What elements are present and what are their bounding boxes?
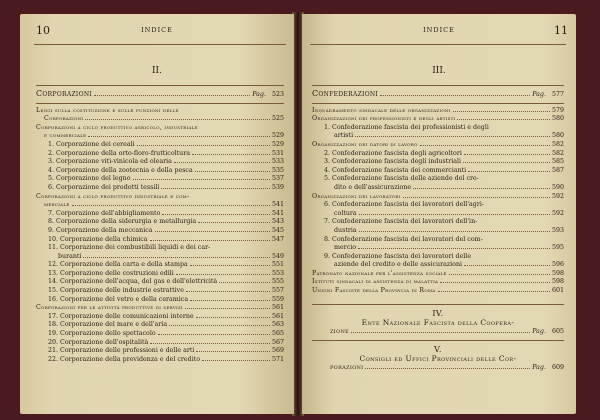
toc-entry-page: 529 [271, 132, 284, 140]
leader-dots [196, 351, 270, 352]
toc-entry [36, 253, 284, 262]
toc-entry [36, 115, 284, 124]
right-page-header [302, 24, 576, 40]
toc-entry-text: 18. Corporazione del mare e dell'aria [48, 321, 168, 329]
leader-dots [186, 291, 270, 292]
toc-entry-text: Patronato nazionale per l'assistenza sociale [312, 269, 447, 277]
leader-dots [155, 231, 270, 232]
left-page [20, 14, 294, 414]
toc-entry-text: 8. Corporazione della siderurgia e metallurgia [48, 218, 197, 226]
leader-dots [219, 282, 270, 283]
left-entries-list [36, 107, 284, 365]
toc-entry [312, 201, 564, 210]
toc-entry-page: 545 [271, 226, 284, 234]
toc-entry [312, 261, 564, 270]
toc-entry [36, 261, 284, 270]
toc-entry-page: 595 [551, 244, 564, 252]
leader-dots [413, 188, 550, 189]
leader-dots [202, 360, 270, 361]
toc-entry [312, 107, 564, 116]
leader-dots [150, 343, 270, 344]
leader-dots [403, 197, 550, 198]
toc-entry [312, 236, 564, 245]
toc-entry-text: 20. Corporazione dell'ospitalità [48, 338, 149, 346]
right-section-page: 577 [551, 91, 564, 98]
right-header-title: INDICE [423, 26, 455, 34]
right-roman-numeral: III. [432, 66, 446, 76]
toc-entry [36, 218, 284, 227]
section-v-title-line2: porazioni [330, 363, 364, 372]
toc-entry-text: 9. Corporazione della meccanica [48, 226, 153, 234]
toc-entry-text: Istituti sindacali di assistenza di malattia [312, 278, 439, 286]
toc-entry-text: 9. Confederazione fascista dei lavoratori delle [324, 252, 472, 260]
toc-entry [312, 287, 564, 296]
toc-entry [312, 210, 564, 219]
toc-entry-page: 547 [271, 235, 284, 243]
toc-entry-text: merciale [44, 201, 70, 209]
toc-entry-text: buranti [58, 252, 82, 260]
toc-entry-text: 11. Corporazione dei combustibili liquidi e dei car- [48, 244, 211, 252]
toc-entry-page: 582 [551, 140, 564, 148]
toc-entry-text: Organizzazioni dei professionisti e degli artisti [312, 115, 456, 123]
toc-entry-page: 535 [271, 166, 284, 174]
toc-entry-text: 6. Confederazione fascista dei lavoratori dell'agri- [324, 201, 484, 209]
right-section-title: Confederazioni [312, 89, 379, 98]
toc-entry-text: 1. Confederazione fascista dei professionisti e degli [324, 123, 489, 131]
leader-dots [137, 145, 270, 146]
toc-entry [312, 158, 564, 167]
toc-entry-page: 553 [271, 269, 284, 277]
section-iv-title-line2-row [312, 327, 564, 337]
toc-entry-page: 585 [551, 158, 564, 166]
toc-entry-page: 563 [271, 321, 284, 329]
leader-dots [158, 334, 270, 335]
right-section-heading [312, 89, 564, 100]
section-iv-rule-top [312, 304, 564, 305]
toc-entry-text: 13. Corporazione delle costruzioni edili [48, 269, 174, 277]
toc-entry [36, 339, 284, 348]
toc-entry-page: 569 [271, 347, 284, 355]
toc-entry [36, 124, 284, 133]
right-entries-list [312, 107, 564, 296]
toc-entry-page: 529 [271, 140, 284, 148]
leader-dots [192, 154, 270, 155]
leader-dots [453, 111, 550, 112]
toc-entry-text: Corporazioni a ciclo produttivo agricolo, industriale [36, 123, 198, 131]
leader-dots [359, 214, 550, 215]
toc-entry-text: 2. Corporazione della orto-floro-frutticoltura [48, 149, 190, 157]
left-section-page: 523 [271, 91, 284, 98]
toc-entry-page: 537 [271, 175, 284, 183]
leader-dots [464, 265, 550, 266]
leader-dots [464, 154, 550, 155]
toc-entry [312, 184, 564, 193]
leader-dots [83, 257, 270, 258]
toc-entry-page: 580 [551, 115, 564, 123]
leader-dots [457, 119, 549, 120]
toc-entry [36, 278, 284, 287]
toc-entry-page: 531 [271, 149, 284, 157]
toc-entry-text: 14. Corporazione dell'acqua, del gas e dell'elettricità [48, 278, 218, 286]
toc-entry-text: 3. Confederazione fascista degli industriali [324, 158, 462, 166]
toc-entry-text: Inquadramento sindacale delle organizzazioni [312, 106, 451, 114]
right-page [302, 14, 576, 414]
toc-entry [36, 132, 284, 141]
leader-dots [440, 282, 550, 283]
left-section-rule-top [36, 85, 284, 86]
leader-dots [198, 222, 270, 223]
toc-entry-page: 561 [271, 304, 284, 312]
toc-entry-page: 592 [551, 209, 564, 217]
section-iv-roman: IV. [432, 308, 444, 318]
toc-entry [36, 141, 284, 150]
toc-entry [36, 244, 284, 253]
toc-entry-text: 21. Corporazione delle professioni e delle arti [48, 347, 195, 355]
section-iv-title-line2: zione [330, 327, 350, 336]
toc-entry-page: 571 [271, 355, 284, 363]
leader-dots [359, 231, 550, 232]
section-iv-page: 605 [551, 328, 564, 336]
leader-dots [355, 136, 550, 137]
right-header-rule [310, 44, 566, 45]
toc-entry-page: 592 [551, 192, 564, 200]
leader-dots [358, 248, 550, 249]
toc-entry-text: e commerciale [44, 132, 87, 140]
toc-entry-text: 5. Confederazione fascista delle aziende del cre- [324, 175, 479, 183]
toc-entry [36, 107, 284, 116]
toc-entry [312, 270, 564, 279]
toc-entry-text: mercio [334, 244, 357, 252]
toc-entry-page: 593 [551, 226, 564, 234]
toc-entry [36, 296, 284, 305]
leader-dots [88, 136, 270, 137]
toc-entry-text: Corporazioni per le attività produttive di servizi [36, 304, 183, 312]
toc-entry-text: 2. Confederazione fascista degli agricoltori [324, 149, 462, 157]
toc-entry [312, 218, 564, 227]
section-v-pag-label: Pag. [532, 364, 546, 372]
toc-entry [36, 201, 284, 210]
toc-entry-page: 555 [271, 278, 284, 286]
toc-entry-page: 580 [551, 132, 564, 140]
left-roman-numeral: II. [152, 66, 162, 76]
toc-entry-page: 590 [551, 183, 564, 191]
toc-entry [36, 236, 284, 245]
toc-entry [312, 167, 564, 176]
toc-entry-page: 541 [271, 201, 284, 209]
right-toc [312, 82, 564, 373]
toc-entry-text: 10. Corporazione della chimica [48, 235, 148, 243]
toc-entry-text: 15. Corporazione delle industrie estrattive [48, 287, 184, 295]
toc-entry-page: 587 [551, 166, 564, 174]
toc-entry-text: Corporazioni a ciclo produttivo industriale e com- [36, 192, 190, 200]
leader-dots [468, 171, 550, 172]
toc-entry-page: 543 [271, 218, 284, 226]
toc-entry-page: 598 [551, 278, 564, 286]
section-v-title-line1: Consigli ed Uffici Provinciali delle Cor- [359, 353, 517, 363]
toc-entry [312, 253, 564, 262]
toc-entry [36, 158, 284, 167]
leader-dots [162, 214, 270, 215]
toc-entry-text: Leggi sulla costituzione e sulle funzioni delle [36, 106, 179, 114]
toc-entry-page: 549 [271, 252, 284, 260]
toc-entry [312, 124, 564, 133]
leader-dots [85, 119, 270, 120]
toc-entry [36, 321, 284, 330]
toc-entry-page: 582 [551, 149, 564, 157]
toc-entry-text: aziende del credito e delle assicurazioni [334, 261, 463, 269]
toc-entry-page: 551 [271, 261, 284, 269]
toc-entry-text: 3. Corporazione viti-vinicola ed olearia [48, 158, 172, 166]
section-iv-title-line1: Ente Nazionale Fascista della Coopera- [361, 317, 515, 327]
right-section-rule-bottom [312, 103, 564, 104]
leader-dots [351, 332, 530, 333]
left-section-title: Corporazioni [36, 89, 93, 98]
section-v-page: 609 [551, 364, 564, 372]
leader-dots [449, 274, 550, 275]
leader-dots [195, 171, 270, 172]
toc-entry-text: 7. Corporazione dell'abbigliamento [48, 209, 161, 217]
toc-entry-page: 565 [271, 330, 284, 338]
leader-dots [365, 368, 530, 369]
leader-dots [380, 95, 530, 96]
toc-entry-page: 579 [551, 106, 564, 114]
toc-entry [312, 132, 564, 141]
left-section-rule-bottom [36, 103, 284, 104]
toc-entry-text: 4. Confederazione fascista dei commercianti [324, 166, 467, 174]
left-toc [36, 82, 284, 364]
toc-entry-text: 7. Confederazione fascista dei lavoratori dell'in- [324, 218, 478, 226]
toc-entry [36, 184, 284, 193]
toc-entry-page: 596 [551, 261, 564, 269]
toc-entry [312, 115, 564, 124]
toc-entry [36, 193, 284, 202]
leader-dots [196, 317, 270, 318]
toc-entry-page: 567 [271, 338, 284, 346]
toc-entry-text: 5. Corporazione del legno [48, 175, 131, 183]
left-section-heading [36, 89, 284, 100]
toc-entry-page: 539 [271, 183, 284, 191]
section-v-title-line2-row [312, 363, 564, 373]
leader-dots [94, 95, 250, 96]
toc-entry [312, 193, 564, 202]
leader-dots [161, 188, 270, 189]
right-pag-label: Pag. [532, 91, 546, 98]
toc-entry-text: dito e dell'assicurazione [334, 183, 412, 191]
leader-dots [420, 145, 550, 146]
right-page-number: 11 [554, 24, 568, 37]
toc-entry-page: 601 [551, 287, 564, 295]
toc-entry-text: 1. Corporazione dei cereali [48, 140, 135, 148]
toc-entry [36, 150, 284, 159]
toc-entry [36, 347, 284, 356]
left-header-rule [34, 44, 286, 45]
toc-entry [36, 167, 284, 176]
toc-entry-text: 6. Corporazione dei prodotti tessili [48, 183, 160, 191]
section-iv-rule-bottom [312, 340, 564, 341]
toc-entry-text: 8. Confederazione fascista dei lavoratori del com- [324, 235, 483, 243]
leader-dots [150, 240, 270, 241]
toc-entry-text: 16. Corporazione del vetro e della ceramica [48, 295, 189, 303]
toc-entry-page: 541 [271, 209, 284, 217]
leader-dots [185, 308, 270, 309]
toc-entry-text: coltura [334, 209, 357, 217]
toc-entry-page: 561 [271, 312, 284, 320]
toc-entry-text: 12. Corporazione della carta e della stampa [48, 261, 188, 269]
toc-entry-text: 19. Corporazione dello spettacolo [48, 330, 156, 338]
section-iv-pag-label: Pag. [532, 328, 546, 336]
leader-dots [463, 162, 550, 163]
toc-entry-text: dustria [334, 226, 357, 234]
leader-dots [133, 179, 270, 180]
toc-entry-page: 598 [551, 269, 564, 277]
toc-entry-text: 17. Corporazione delle comunicazioni interne [48, 312, 194, 320]
toc-entry-page: 559 [271, 295, 284, 303]
leader-dots [190, 265, 270, 266]
leader-dots [72, 205, 270, 206]
toc-entry [36, 175, 284, 184]
toc-entry-page: 533 [271, 158, 284, 166]
toc-entry [36, 210, 284, 219]
left-pag-label: Pag. [252, 91, 266, 98]
toc-entry [36, 304, 284, 313]
toc-entry-text: Organizzazioni dei datori di lavoro [312, 140, 418, 148]
right-section-rule-top [312, 85, 564, 86]
left-page-number: 10 [36, 24, 50, 37]
toc-entry [36, 270, 284, 279]
toc-entry-text: 22. Corporazione della previdenza e del credito [48, 355, 201, 363]
toc-entry [312, 244, 564, 253]
leader-dots [190, 300, 270, 301]
toc-entry-text: Organizzazioni dei lavoratori [312, 192, 401, 200]
section-v-roman: V. [434, 344, 442, 354]
toc-entry [36, 287, 284, 296]
toc-entry [312, 227, 564, 236]
toc-entry-page: 525 [271, 115, 284, 123]
toc-entry-text: artisti [334, 132, 354, 140]
toc-entry [36, 356, 284, 365]
toc-entry-text: 4. Corporazione della zootecnia e della pesca [48, 166, 193, 174]
toc-entry [312, 278, 564, 287]
leader-dots [176, 274, 270, 275]
left-page-header [20, 24, 294, 40]
leader-dots [174, 162, 270, 163]
toc-entry [36, 313, 284, 322]
toc-entry [36, 227, 284, 236]
toc-entry [36, 330, 284, 339]
toc-entry-text: Unioni Fasciste della Provincia di Roma [312, 287, 436, 295]
leader-dots [438, 291, 550, 292]
leader-dots [169, 325, 270, 326]
toc-entry-page: 557 [271, 287, 284, 295]
toc-entry [312, 141, 564, 150]
toc-entry [312, 150, 564, 159]
toc-entry [312, 175, 564, 184]
toc-entry-text: Corporazioni [44, 115, 84, 123]
left-header-title: INDICE [141, 26, 173, 34]
